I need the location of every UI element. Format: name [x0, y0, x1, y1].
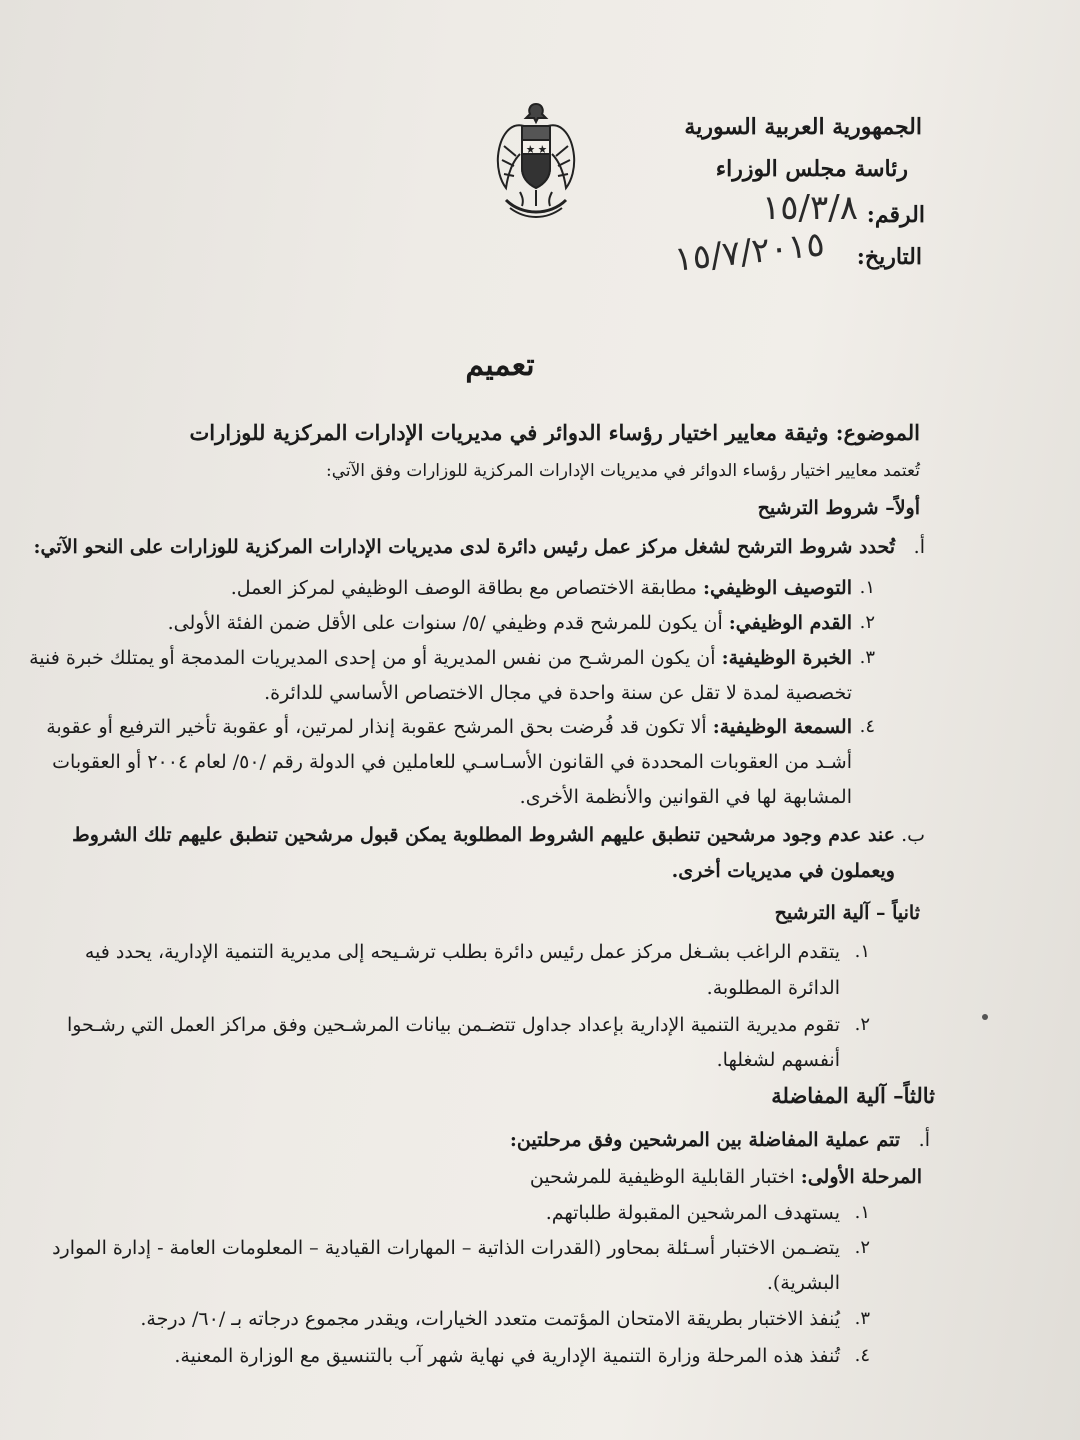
- section2-heading: ثانياً – آلية الترشيح: [774, 902, 920, 924]
- list-item: يتقدم الراغب بشـغل مركز عمل رئيس دائرة بطلب ترشـيحه إلى مديرية التنمية الإدارية، يحدد فيه: [84, 941, 840, 963]
- list-item: تقوم مديرية التنمية الإدارية بإعداد جداول تتضـمن بيانات المرشـحين وفق مراكز العمل التي رشـحوا: [66, 1014, 840, 1036]
- item-term: السمعة الوظيفية:: [712, 716, 852, 738]
- phase1-text: اختبار القابلية الوظيفية للمرشحين: [529, 1166, 801, 1188]
- list-item: [29, 647, 852, 669]
- item-number: ٤.: [859, 716, 875, 737]
- section3-a-text: تتم عملية المفاضلة بين المرشحين وفق مرحلتين:: [509, 1129, 900, 1151]
- list-item: [168, 612, 852, 634]
- item-number: ١.: [854, 941, 870, 962]
- ref-label: الرقم:: [866, 202, 925, 228]
- list-item: [46, 716, 852, 738]
- item-term: الخبرة الوظيفية:: [721, 647, 852, 669]
- date-value: ١٥/٧/٢٠١٥: [672, 224, 827, 280]
- section1-b-text: عند عدم وجود مرشحين تنطبق عليهم الشروط المطلوبة يمكن قبول مرشحين تنطبق عليهم تلك الشروط: [72, 824, 895, 846]
- header-authority: رئاسة مجلس الوزراء: [715, 156, 908, 182]
- section3-a-marker: أ.: [918, 1129, 930, 1151]
- list-item: [231, 577, 852, 599]
- date-label: التاريخ:: [856, 244, 922, 270]
- item-continuation: تخصصية لمدة لا تقل عن سنة واحدة في مجال الاختصاص الأساسي للدائرة.: [264, 682, 852, 704]
- document-subject: الموضوع: وثيقة معايير اختيار رؤساء الدوائر في مديريات الإدارات المركزية للوزارات: [189, 420, 920, 445]
- list-item: يتضـمن الاختبار أسـئلة بمحاور (القدرات الذاتية – المهارات القيادية – المعلومات العامة - إدارة الموارد: [52, 1237, 840, 1259]
- item-term: القدم الوظيفي:: [728, 612, 852, 634]
- phase1-line: [530, 1166, 922, 1188]
- item-term: التوصيف الوظيفي:: [703, 577, 852, 599]
- item-continuation: المشابهة لها في القوانين والأنظمة الأخرى.: [519, 786, 852, 808]
- item-number: ٢.: [854, 1237, 870, 1258]
- section3-heading: ثالثاً– آلية المفاضلة: [771, 1083, 935, 1108]
- item-text: مطابقة الاختصاص مع بطاقة الوصف الوظيفي لمركز العمل.: [230, 577, 704, 599]
- phase1-term: المرحلة الأولى:: [800, 1166, 922, 1188]
- section1-a-text: تُحدد شروط الترشح لشغل مركز عمل رئيس دائرة لدى مديريات الإدارات المركزية للوزارات على النحو الآتي:: [33, 536, 895, 558]
- list-item: يستهدف المرشحين المقبولة طلباتهم.: [545, 1202, 840, 1224]
- ref-number: ١٥/٣/٨: [762, 188, 858, 228]
- document-title: تعميم: [465, 348, 535, 383]
- item-number: ٢.: [854, 1014, 870, 1035]
- item-text: أن يكون المرشـح من نفس المديرية أو من إحدى المديريات المدمجة أو يمتلك خبرة فنية: [29, 647, 722, 669]
- item-number: ٤.: [854, 1345, 870, 1366]
- section1-b-continuation: ويعملون في مديريات أخرى.: [671, 860, 895, 882]
- item-continuation: أشـد من العقوبات المحددة في القانون الأسـاسـي للعاملين في الدولة رقم /٥٠/ لعام ٢٠٠٤ أو العقوبات: [52, 751, 852, 773]
- document-intro: تُعتمد معايير اختيار رؤساء الدوائر في مديريات الإدارات المركزية للوزارات وفق الآتي:: [325, 461, 920, 481]
- item-number: ١.: [859, 577, 875, 598]
- list-item: تُنفذ هذه المرحلة وزارة التنمية الإدارية في نهاية شهر آب بالتنسيق مع الوزارة المعنية.: [174, 1345, 840, 1367]
- section1-heading: أولاً– شروط الترشيح: [757, 497, 920, 519]
- item-continuation: الدائرة المطلوبة.: [706, 977, 840, 999]
- syrian-emblem-icon: [492, 96, 580, 226]
- item-continuation: أنفسهم لشغلها.: [716, 1049, 840, 1071]
- item-number: ١.: [854, 1202, 870, 1223]
- ink-dot: [982, 1014, 988, 1020]
- header-country: الجمهورية العربية السورية: [684, 114, 922, 140]
- item-number: ٣.: [854, 1308, 870, 1329]
- item-number: ٢.: [859, 612, 875, 633]
- item-text: ألا تكون قد فُرضت بحق المرشح عقوبة إنذار لمرتين، أو عقوبة تأخير الترفيع أو عقوبة: [46, 716, 713, 738]
- section1-a-marker: أ.: [913, 536, 925, 558]
- item-text: أن يكون للمرشح قدم وظيفي /٥/ سنوات على الأقل ضمن الفئة الأولى.: [167, 612, 729, 634]
- item-continuation: البشرية).: [766, 1272, 840, 1294]
- list-item: يُنفذ الاختبار بطريقة الامتحان المؤتمت متعدد الخيارات، ويقدر مجموع درجاته بـ /٦٠/ درجة.: [140, 1308, 840, 1330]
- item-number: ٣.: [859, 647, 875, 668]
- section1-b-marker: ب.: [901, 824, 925, 846]
